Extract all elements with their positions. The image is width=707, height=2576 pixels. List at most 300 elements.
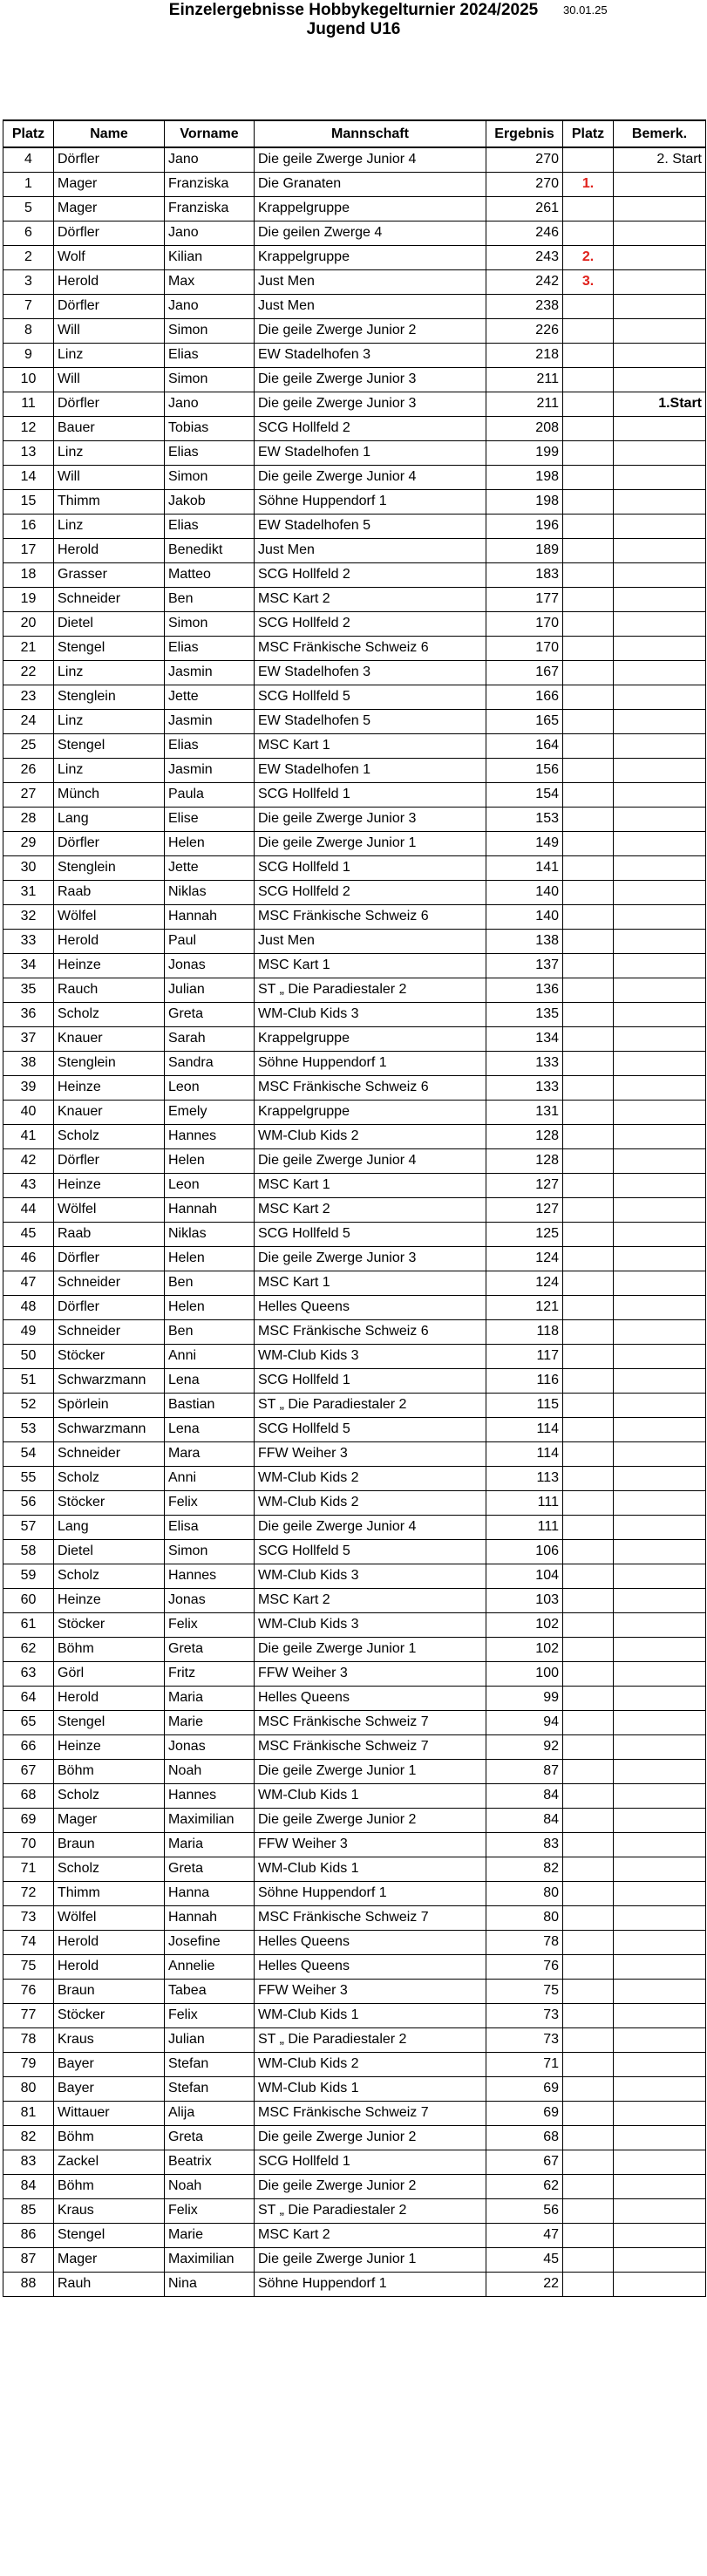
- vorname-cell: Maximilian: [165, 1808, 255, 1832]
- ergebnis-cell: 189: [486, 538, 563, 562]
- vorname-cell: Helen: [165, 1295, 255, 1319]
- table-row: [3, 196, 706, 221]
- platz-cell: 80: [3, 2076, 54, 2101]
- platz-cell: 24: [3, 709, 54, 733]
- vorname-cell: Noah: [165, 2174, 255, 2198]
- vorname-cell: Franziska: [165, 172, 255, 196]
- mannschaft-cell: FFW Weiher 3: [255, 1441, 486, 1466]
- ergebnis-cell: 100: [486, 1661, 563, 1686]
- vorname-cell: Leon: [165, 1173, 255, 1197]
- ergebnis-cell: 125: [486, 1222, 563, 1246]
- ergebnis-cell: 92: [486, 1734, 563, 1759]
- bemerkung-cell: [614, 2150, 706, 2174]
- vorname-cell: Jasmin: [165, 758, 255, 782]
- mannschaft-cell: Krappelgruppe: [255, 1026, 486, 1051]
- ergebnis-cell: 80: [486, 1905, 563, 1930]
- name-cell: Braun: [54, 1979, 165, 2003]
- rank-cell: [563, 1832, 614, 1857]
- table-row: [3, 1857, 706, 1881]
- name-cell: Dörfler: [54, 1295, 165, 1319]
- vorname-cell: Felix: [165, 1490, 255, 1515]
- name-cell: Stöcker: [54, 1612, 165, 1637]
- table-row: [3, 782, 706, 807]
- table-row: [3, 880, 706, 904]
- table-row: [3, 1881, 706, 1905]
- rank-cell: [563, 1319, 614, 1344]
- bemerkung-cell: [614, 1295, 706, 1319]
- name-cell: Raab: [54, 1222, 165, 1246]
- bemerkung-cell: [614, 538, 706, 562]
- vorname-cell: Tabea: [165, 1979, 255, 2003]
- column-header-name: Name: [54, 120, 165, 147]
- bemerkung-cell: [614, 1368, 706, 1393]
- rank-cell: [563, 611, 614, 636]
- vorname-cell: Noah: [165, 1759, 255, 1783]
- table-row: [3, 147, 706, 172]
- ergebnis-cell: 45: [486, 2247, 563, 2272]
- table-row: [3, 172, 706, 196]
- mannschaft-cell: SCG Hollfeld 5: [255, 685, 486, 709]
- name-cell: Stengel: [54, 2223, 165, 2247]
- ergebnis-cell: 82: [486, 1857, 563, 1881]
- column-header-platz: Platz: [3, 120, 54, 147]
- rank-cell: [563, 1661, 614, 1686]
- vorname-cell: Jano: [165, 392, 255, 416]
- document-subtitle: Jugend U16: [306, 20, 401, 38]
- mannschaft-cell: MSC Kart 2: [255, 1197, 486, 1222]
- bemerkung-cell: [614, 440, 706, 465]
- vorname-cell: Stefan: [165, 2052, 255, 2076]
- vorname-cell: Jano: [165, 294, 255, 318]
- table-row: [3, 807, 706, 831]
- ergebnis-cell: 183: [486, 562, 563, 587]
- vorname-cell: Greta: [165, 2125, 255, 2150]
- vorname-cell: Jette: [165, 855, 255, 880]
- ergebnis-cell: 246: [486, 221, 563, 245]
- bemerkung-cell: [614, 1441, 706, 1466]
- bemerkung-cell: [614, 416, 706, 440]
- name-cell: Will: [54, 465, 165, 489]
- mannschaft-cell: Die geile Zwerge Junior 1: [255, 831, 486, 855]
- table-row: [3, 978, 706, 1002]
- vorname-cell: Hanna: [165, 1881, 255, 1905]
- name-cell: Dietel: [54, 611, 165, 636]
- bemerkung-cell: 2. Start: [614, 147, 706, 172]
- bemerkung-cell: [614, 587, 706, 611]
- table-row: [3, 1612, 706, 1637]
- rank-cell: [563, 1026, 614, 1051]
- vorname-cell: Simon: [165, 318, 255, 343]
- bemerkung-cell: [614, 1124, 706, 1148]
- vorname-cell: Helen: [165, 831, 255, 855]
- table-row: [3, 2125, 706, 2150]
- ergebnis-cell: 22: [486, 2272, 563, 2296]
- rank-cell: [563, 1490, 614, 1515]
- mannschaft-cell: MSC Kart 2: [255, 2223, 486, 2247]
- platz-cell: 70: [3, 1832, 54, 1857]
- platz-cell: 50: [3, 1344, 54, 1368]
- mannschaft-cell: Helles Queens: [255, 1954, 486, 1979]
- ergebnis-cell: 87: [486, 1759, 563, 1783]
- table-row: [3, 416, 706, 440]
- mannschaft-cell: Just Men: [255, 294, 486, 318]
- platz-cell: 85: [3, 2198, 54, 2223]
- mannschaft-cell: Söhne Huppendorf 1: [255, 489, 486, 514]
- table-row: [3, 440, 706, 465]
- ergebnis-cell: 170: [486, 636, 563, 660]
- table-row: [3, 1148, 706, 1173]
- ergebnis-cell: 136: [486, 978, 563, 1002]
- platz-cell: 7: [3, 294, 54, 318]
- name-cell: Herold: [54, 1686, 165, 1710]
- rank-cell: [563, 1222, 614, 1246]
- vorname-cell: Mara: [165, 1441, 255, 1466]
- table-row: [3, 2101, 706, 2125]
- ergebnis-cell: 73: [486, 2003, 563, 2027]
- rank-cell: [563, 660, 614, 685]
- table-row: [3, 269, 706, 294]
- platz-cell: 63: [3, 1661, 54, 1686]
- rank-cell: [563, 758, 614, 782]
- rank-cell: [563, 807, 614, 831]
- ergebnis-cell: 56: [486, 2198, 563, 2223]
- table-row: [3, 562, 706, 587]
- vorname-cell: Max: [165, 269, 255, 294]
- vorname-cell: Hannah: [165, 1197, 255, 1222]
- mannschaft-cell: Die geilen Zwerge 4: [255, 221, 486, 245]
- column-header-vorname: Vorname: [165, 120, 255, 147]
- ergebnis-cell: 94: [486, 1710, 563, 1734]
- platz-cell: 75: [3, 1954, 54, 1979]
- ergebnis-cell: 99: [486, 1686, 563, 1710]
- bemerkung-cell: [614, 2247, 706, 2272]
- ergebnis-cell: 198: [486, 489, 563, 514]
- mannschaft-cell: MSC Fränkische Schweiz 6: [255, 904, 486, 929]
- ergebnis-cell: 134: [486, 1026, 563, 1051]
- name-cell: Stengel: [54, 636, 165, 660]
- platz-cell: 21: [3, 636, 54, 660]
- vorname-cell: Hannes: [165, 1783, 255, 1808]
- rank-cell: [563, 1515, 614, 1539]
- vorname-cell: Bastian: [165, 1393, 255, 1417]
- mannschaft-cell: EW Stadelhofen 1: [255, 758, 486, 782]
- rank-cell: [563, 1857, 614, 1881]
- results-table: [3, 119, 706, 2297]
- rank-cell: [563, 1466, 614, 1490]
- table-row: [3, 758, 706, 782]
- platz-cell: 3: [3, 269, 54, 294]
- table-row: [3, 1686, 706, 1710]
- bemerkung-cell: [614, 269, 706, 294]
- bemerkung-cell: [614, 245, 706, 269]
- vorname-cell: Elias: [165, 343, 255, 367]
- rank-cell: [563, 1100, 614, 1124]
- platz-cell: 38: [3, 1051, 54, 1075]
- vorname-cell: Franziska: [165, 196, 255, 221]
- bemerkung-cell: [614, 1100, 706, 1124]
- mannschaft-cell: SCG Hollfeld 1: [255, 2150, 486, 2174]
- rank-cell: [563, 1539, 614, 1564]
- platz-cell: 13: [3, 440, 54, 465]
- document-title: Einzelergebnisse Hobbykegelturnier 2024/2025: [168, 1, 539, 19]
- table-row: [3, 1930, 706, 1954]
- bemerkung-cell: [614, 562, 706, 587]
- mannschaft-cell: Die geile Zwerge Junior 3: [255, 392, 486, 416]
- mannschaft-cell: Die geile Zwerge Junior 1: [255, 1759, 486, 1783]
- table-row: [3, 1002, 706, 1026]
- rank-cell: [563, 855, 614, 880]
- table-row: [3, 392, 706, 416]
- ergebnis-cell: 67: [486, 2150, 563, 2174]
- mannschaft-cell: SCG Hollfeld 5: [255, 1222, 486, 1246]
- vorname-cell: Anni: [165, 1344, 255, 1368]
- vorname-cell: Emely: [165, 1100, 255, 1124]
- ergebnis-cell: 104: [486, 1564, 563, 1588]
- ergebnis-cell: 116: [486, 1368, 563, 1393]
- platz-cell: 84: [3, 2174, 54, 2198]
- rank-cell: [563, 221, 614, 245]
- table-row: [3, 1393, 706, 1417]
- platz-cell: 10: [3, 367, 54, 392]
- bemerkung-cell: [614, 2052, 706, 2076]
- platz-cell: 48: [3, 1295, 54, 1319]
- bemerkung-cell: [614, 1222, 706, 1246]
- bemerkung-cell: [614, 1612, 706, 1637]
- table-row: [3, 953, 706, 978]
- rank-cell: [563, 1710, 614, 1734]
- name-cell: Mager: [54, 196, 165, 221]
- name-cell: Heinze: [54, 1075, 165, 1100]
- name-cell: Wölfel: [54, 1905, 165, 1930]
- platz-cell: 46: [3, 1246, 54, 1271]
- rank-cell: 3.: [563, 269, 614, 294]
- name-cell: Scholz: [54, 1124, 165, 1148]
- platz-cell: 5: [3, 196, 54, 221]
- platz-cell: 73: [3, 1905, 54, 1930]
- vorname-cell: Annelie: [165, 1954, 255, 1979]
- mannschaft-cell: Helles Queens: [255, 1930, 486, 1954]
- bemerkung-cell: [614, 709, 706, 733]
- rank-cell: 2.: [563, 245, 614, 269]
- rank-cell: [563, 1246, 614, 1271]
- rank-cell: [563, 416, 614, 440]
- rank-cell: [563, 953, 614, 978]
- rank-cell: [563, 1783, 614, 1808]
- bemerkung-cell: [614, 1686, 706, 1710]
- platz-cell: 44: [3, 1197, 54, 1222]
- bemerkung-cell: [614, 1661, 706, 1686]
- mannschaft-cell: ST „ Die Paradiestaler 2: [255, 1393, 486, 1417]
- vorname-cell: Jasmin: [165, 660, 255, 685]
- vorname-cell: Elise: [165, 807, 255, 831]
- vorname-cell: Sandra: [165, 1051, 255, 1075]
- vorname-cell: Greta: [165, 1002, 255, 1026]
- name-cell: Braun: [54, 1832, 165, 1857]
- platz-cell: 15: [3, 489, 54, 514]
- rank-cell: [563, 2223, 614, 2247]
- ergebnis-cell: 138: [486, 929, 563, 953]
- ergebnis-cell: 170: [486, 611, 563, 636]
- name-cell: Dörfler: [54, 294, 165, 318]
- bemerkung-cell: [614, 733, 706, 758]
- platz-cell: 31: [3, 880, 54, 904]
- vorname-cell: Helen: [165, 1246, 255, 1271]
- rank-cell: [563, 1368, 614, 1393]
- rank-cell: [563, 538, 614, 562]
- bemerkung-cell: [614, 172, 706, 196]
- table-row: [3, 514, 706, 538]
- table-row: [3, 1441, 706, 1466]
- name-cell: Lang: [54, 807, 165, 831]
- platz-cell: 78: [3, 2027, 54, 2052]
- ergebnis-cell: 127: [486, 1197, 563, 1222]
- mannschaft-cell: Just Men: [255, 929, 486, 953]
- platz-cell: 37: [3, 1026, 54, 1051]
- table-row: [3, 1808, 706, 1832]
- vorname-cell: Felix: [165, 2198, 255, 2223]
- vorname-cell: Ben: [165, 1319, 255, 1344]
- ergebnis-cell: 154: [486, 782, 563, 807]
- table-row: [3, 1026, 706, 1051]
- platz-cell: 16: [3, 514, 54, 538]
- rank-cell: [563, 1075, 614, 1100]
- platz-cell: 52: [3, 1393, 54, 1417]
- bemerkung-cell: [614, 782, 706, 807]
- bemerkung-cell: 1.Start: [614, 392, 706, 416]
- mannschaft-cell: MSC Kart 1: [255, 1173, 486, 1197]
- bemerkung-cell: [614, 2125, 706, 2150]
- bemerkung-cell: [614, 880, 706, 904]
- mannschaft-cell: SCG Hollfeld 2: [255, 880, 486, 904]
- platz-cell: 4: [3, 147, 54, 172]
- vorname-cell: Kilian: [165, 245, 255, 269]
- mannschaft-cell: SCG Hollfeld 1: [255, 1368, 486, 1393]
- platz-cell: 35: [3, 978, 54, 1002]
- mannschaft-cell: SCG Hollfeld 5: [255, 1417, 486, 1441]
- table-row: [3, 1710, 706, 1734]
- vorname-cell: Paula: [165, 782, 255, 807]
- mannschaft-cell: Die geile Zwerge Junior 2: [255, 1808, 486, 1832]
- platz-cell: 68: [3, 1783, 54, 1808]
- rank-cell: [563, 294, 614, 318]
- table-row: [3, 1954, 706, 1979]
- rank-cell: [563, 196, 614, 221]
- mannschaft-cell: Helles Queens: [255, 1686, 486, 1710]
- platz-cell: 18: [3, 562, 54, 587]
- bemerkung-cell: [614, 221, 706, 245]
- rank-cell: [563, 562, 614, 587]
- vorname-cell: Greta: [165, 1637, 255, 1661]
- mannschaft-cell: MSC Kart 1: [255, 1271, 486, 1295]
- rank-cell: [563, 904, 614, 929]
- rank-cell: [563, 2101, 614, 2125]
- name-cell: Böhm: [54, 1759, 165, 1783]
- bemerkung-cell: [614, 1246, 706, 1271]
- rank-cell: [563, 1051, 614, 1075]
- table-row: [3, 2223, 706, 2247]
- mannschaft-cell: FFW Weiher 3: [255, 1661, 486, 1686]
- table-row: [3, 245, 706, 269]
- bemerkung-cell: [614, 2027, 706, 2052]
- bemerkung-cell: [614, 2272, 706, 2296]
- vorname-cell: Elias: [165, 440, 255, 465]
- bemerkung-cell: [614, 2223, 706, 2247]
- name-cell: Herold: [54, 269, 165, 294]
- name-cell: Dörfler: [54, 392, 165, 416]
- mannschaft-cell: MSC Fränkische Schweiz 7: [255, 1905, 486, 1930]
- bemerkung-cell: [614, 978, 706, 1002]
- ergebnis-cell: 84: [486, 1783, 563, 1808]
- platz-cell: 74: [3, 1930, 54, 1954]
- platz-cell: 53: [3, 1417, 54, 1441]
- platz-cell: 60: [3, 1588, 54, 1612]
- rank-cell: [563, 1808, 614, 1832]
- rank-cell: [563, 782, 614, 807]
- vorname-cell: Jonas: [165, 1588, 255, 1612]
- platz-cell: 8: [3, 318, 54, 343]
- name-cell: Spörlein: [54, 1393, 165, 1417]
- name-cell: Linz: [54, 343, 165, 367]
- platz-cell: 6: [3, 221, 54, 245]
- platz-cell: 86: [3, 2223, 54, 2247]
- mannschaft-cell: Die Granaten: [255, 172, 486, 196]
- ergebnis-cell: 238: [486, 294, 563, 318]
- name-cell: Raab: [54, 880, 165, 904]
- mannschaft-cell: FFW Weiher 3: [255, 1979, 486, 2003]
- name-cell: Böhm: [54, 1637, 165, 1661]
- vorname-cell: Elisa: [165, 1515, 255, 1539]
- ergebnis-cell: 75: [486, 1979, 563, 2003]
- mannschaft-cell: Die geile Zwerge Junior 4: [255, 147, 486, 172]
- table-row: [3, 465, 706, 489]
- rank-cell: [563, 2247, 614, 2272]
- rank-cell: [563, 367, 614, 392]
- name-cell: Linz: [54, 660, 165, 685]
- mannschaft-cell: MSC Fränkische Schweiz 7: [255, 1734, 486, 1759]
- table-row: [3, 709, 706, 733]
- mannschaft-cell: Die geile Zwerge Junior 3: [255, 807, 486, 831]
- rank-cell: [563, 1441, 614, 1466]
- ergebnis-cell: 121: [486, 1295, 563, 1319]
- column-header-bemerkung: Bemerk.: [614, 120, 706, 147]
- table-row: [3, 1271, 706, 1295]
- table-row: [3, 318, 706, 343]
- bemerkung-cell: [614, 611, 706, 636]
- name-cell: Stöcker: [54, 1490, 165, 1515]
- mannschaft-cell: SCG Hollfeld 2: [255, 611, 486, 636]
- mannschaft-cell: WM-Club Kids 2: [255, 1124, 486, 1148]
- name-cell: Wölfel: [54, 904, 165, 929]
- mannschaft-cell: Söhne Huppendorf 1: [255, 1881, 486, 1905]
- mannschaft-cell: Die geile Zwerge Junior 4: [255, 465, 486, 489]
- name-cell: Dörfler: [54, 1148, 165, 1173]
- vorname-cell: Fritz: [165, 1661, 255, 1686]
- mannschaft-cell: SCG Hollfeld 1: [255, 855, 486, 880]
- bemerkung-cell: [614, 1857, 706, 1881]
- bemerkung-cell: [614, 1759, 706, 1783]
- ergebnis-cell: 71: [486, 2052, 563, 2076]
- ergebnis-cell: 140: [486, 904, 563, 929]
- rank-cell: [563, 514, 614, 538]
- name-cell: Kraus: [54, 2198, 165, 2223]
- ergebnis-cell: 177: [486, 587, 563, 611]
- bemerkung-cell: [614, 685, 706, 709]
- name-cell: Will: [54, 367, 165, 392]
- platz-cell: 62: [3, 1637, 54, 1661]
- name-cell: Wittauer: [54, 2101, 165, 2125]
- bemerkung-cell: [614, 1490, 706, 1515]
- platz-cell: 49: [3, 1319, 54, 1344]
